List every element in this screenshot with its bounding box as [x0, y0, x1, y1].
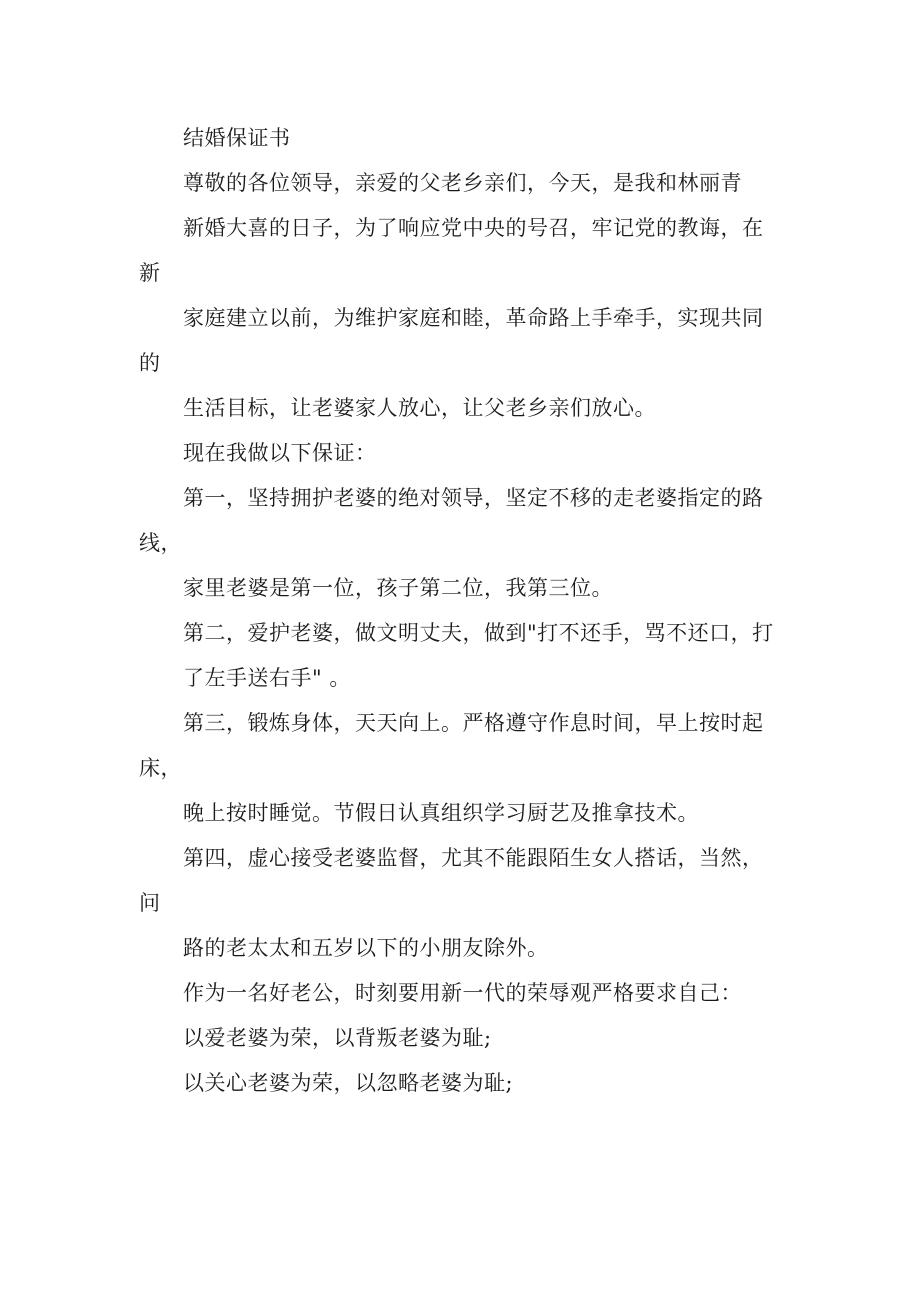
- text-line: 尊敬的各位领导，亲爱的父老乡亲们，今天，是我和林丽青: [183, 171, 742, 195]
- text-line: 第二，爱护老婆，做文明丈夫，做到"打不还手，骂不还口，打: [183, 621, 774, 645]
- text-line: 线，: [139, 531, 182, 555]
- text-line: 以爱老婆为荣，以背叛老婆为耻;: [183, 1026, 492, 1050]
- text-line: 生活目标，让老婆家人放心，让父老乡亲们放心。: [183, 396, 656, 420]
- text-line: 问: [139, 891, 161, 915]
- text-line: 第一，坚持拥护老婆的绝对领导，坚定不移的走老婆指定的路: [183, 486, 764, 510]
- document-body: [139, 116, 799, 1106]
- text-line: 现在我做以下保证：: [183, 441, 377, 465]
- text-line: 以关心老婆为荣，以忽略老婆为耻;: [183, 1071, 514, 1095]
- text-line: 的: [139, 351, 161, 375]
- text-line: 家里老婆是第一位，孩子第二位，我第三位。: [183, 576, 613, 600]
- text-line: 路的老太太和五岁以下的小朋友除外。: [183, 936, 549, 960]
- text-line: 床，: [139, 756, 182, 780]
- text-line: 第四，虚心接受老婆监督，尤其不能跟陌生女人搭话，当然，: [183, 846, 764, 870]
- text-line: 晚上按时睡觉。节假日认真组织学习厨艺及推拿技术。: [183, 801, 699, 825]
- text-line: 家庭建立以前，为维护家庭和睦，革命路上手牵手，实现共同: [183, 306, 764, 330]
- text-line: 第三，锻炼身体，天天向上。严格遵守作息时间，早上按时起: [183, 711, 764, 735]
- text-line: 新婚大喜的日子，为了响应党中央的号召，牢记党的教诲，在: [183, 216, 764, 240]
- document-title: 结婚保证书: [183, 126, 291, 150]
- text-line: 新: [139, 261, 161, 285]
- text-line: 作为一名好老公，时刻要用新一代的荣辱观严格要求自己：: [183, 981, 742, 1005]
- text-line: 了左手送右手" 。: [183, 666, 351, 690]
